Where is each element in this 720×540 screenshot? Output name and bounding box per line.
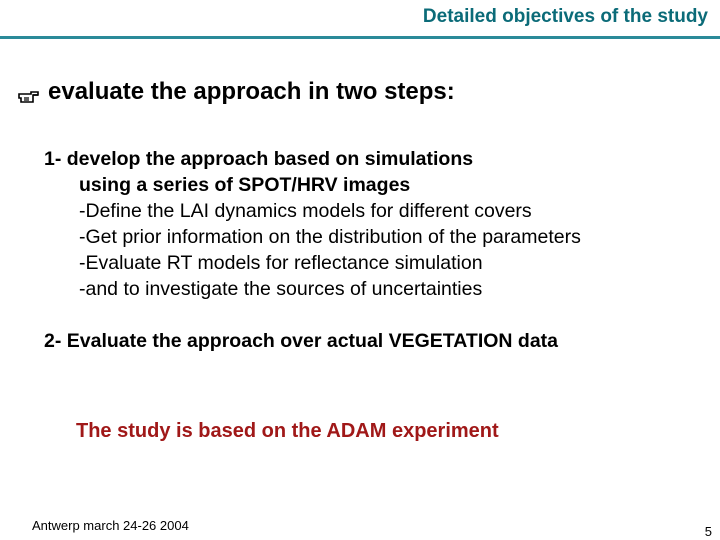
header-divider <box>0 36 720 39</box>
main-bullet-text: evaluate the approach in two steps: <box>48 78 455 105</box>
study-note: The study is based on the ADAM experiment <box>76 420 499 442</box>
step-2-title: 2- Evaluate the approach over actual VEGETATION data <box>44 330 558 352</box>
step-1-title: 1- develop the approach based on simulations <box>44 148 474 170</box>
step-1-item: -Define the LAI dynamics models for different covers <box>79 200 532 222</box>
footer-event: Antwerp march 24-26 2004 <box>32 518 189 533</box>
step-1-item: -Evaluate RT models for reflectance simulation <box>79 252 483 274</box>
page-title: Detailed objectives of the study <box>422 6 708 27</box>
step-1-item: -Get prior information on the distribution of the parameters <box>79 226 581 248</box>
main-bullet <box>18 78 455 106</box>
step-1-block <box>44 146 581 302</box>
page-number: 5 <box>704 524 712 539</box>
step-1-item: -and to investigate the sources of uncertainties <box>79 278 483 300</box>
pointing-hand-icon <box>18 84 40 100</box>
step-1-continuation: using a series of SPOT/HRV images <box>79 174 411 196</box>
